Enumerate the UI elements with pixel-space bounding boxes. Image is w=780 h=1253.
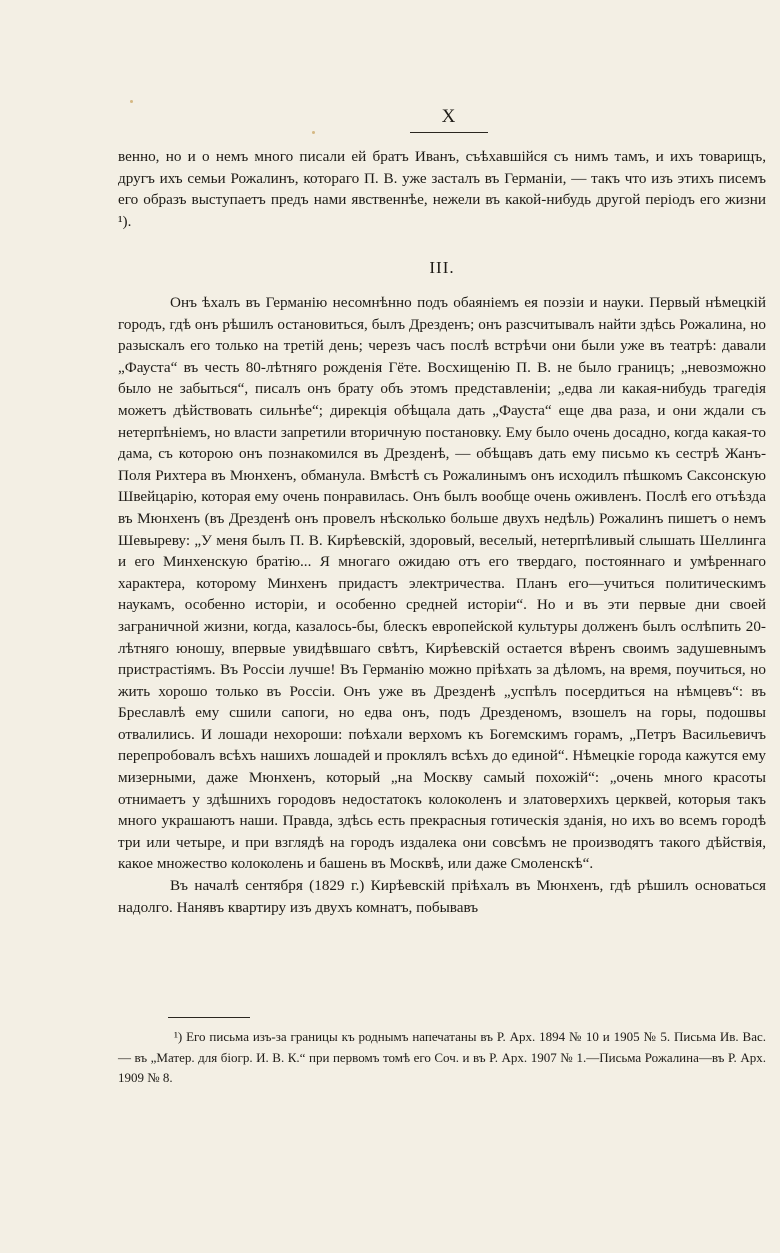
intro-paragraph: венно, но и о немъ много писали ей братъ Иванъ, съѣхавшійся съ нимъ тамъ, и ихъ товарищъ, другъ ихъ семьи Рожалинъ, котораго П. В. уже засталъ въ Германіи, — такъ что изъ этихъ писемъ его образъ выступаетъ предъ нами явственнѣе, нежели въ какой-нибудь другой періодъ его жизни ¹). [118,148,766,230]
footnote: ¹) Его письма изъ-за границы къ роднымъ напечатаны въ Р. Арх. 1894 № 10 и 1905 № 5. Письма Ив. Вас. — въ „Матер. для біогр. И. В. К.“ при первомъ томѣ его Соч. и въ Р. Арх. 1907 № 1.—Письма Рожалина—въ Р. Арх. 1909 № 8. [118,1029,766,1085]
main-text [118,292,766,918]
paper-speck [130,100,133,103]
section-heading: III. [429,258,455,277]
paragraph: Въ началѣ сентября (1829 г.) Кирѣевскій пріѣхалъ въ Мюнхенъ, гдѣ рѣшилъ основаться надолго. Нанявъ квартиру изъ двухъ комнатъ, побывавъ [118,877,766,916]
footnote-divider [168,1017,250,1018]
intro-text [118,146,766,232]
paragraph: Онъ ѣхалъ въ Германію несомнѣнно подъ обаяніемъ ея поэзіи и науки. Первый нѣмецкій городъ, гдѣ онъ рѣшилъ остановиться, былъ Дрезденъ; онъ разсчитывалъ найти здѣсь Рожалина, но разыскалъ его только на третій день; черезъ часъ послѣ встрѣчи они были уже въ театрѣ: давали „Фауста“ въ честь 80-лѣтняго рожденія Гёте. Восхищенію П. В. не было границъ; „невозможно было не забыться“, писалъ онъ брату объ этомъ представленіи; „едва ли какая-нибудь трагедія можетъ дѣйствовать сильнѣе“; дирекція обѣщала дать „Фауста“ еще два раза, и они ждали съ нетерпѣніемъ, но власти запретили вторичную постановку. Ему было очень досадно, когда какая-то дама, съ которою онъ познакомился въ Дрезденѣ, — обѣщавъ дать ему письмо къ сестрѣ Жанъ-Поля Рихтера въ Мюнхенъ, обманула. Вмѣстѣ съ Рожалинымъ онъ исходилъ пѣшкомъ Саксонскую Швейцарію, которая ему очень понравилась. Онъ былъ вообще очень оживленъ. Послѣ его отъѣзда въ Мюнхенъ (въ Дрезденѣ онъ провелъ нѣсколько больше двухъ недѣль) Рожалинъ пишетъ о немъ Шевыреву: „У меня былъ П. В. Кирѣевскій, здоровый, веселый, нетерпѣливый слышать Шеллинга и его Минхенскую братію... Я многаго ожидаю отъ его твердаго, постояннаго и умѣреннаго характера, которому Минхенъ придастъ электричества. Планъ его—учиться политическимъ наукамъ, особенно исторіи, и особенно средней исторіи“. Но и въ эти первые дни своей заграничной жизни, когда, казалось-бы, блескъ европейской культуры долженъ былъ ослѣпить 20-лѣтняго юношу, впервые увидѣвшаго свѣтъ, Кирѣевскій остается вѣренъ своимъ задушевнымъ пристрастіямъ. Въ Россіи лучше! Въ Германію можно пріѣхать за дѣломъ, на время, поучиться, но жить хорошо только въ Россіи. Онъ уже въ Дрезденѣ „успѣлъ посердиться на нѣмцевъ“: въ Бреславлѣ ему сшили сапоги, но едва онъ, подъ Дрезденомъ, взошелъ на горы, подошвы отвалились. И лошади нехороши: поѣхали верхомъ къ Богемскимъ горамъ, „Петръ Васильевичъ перепробовалъ всѣхъ нашихъ лошадей и проклялъ всѣхъ до единой“. Нѣмецкіе города кажутся ему мизерными, даже Мюнхенъ, который „на Москву самый похожій“: „очень много красоты отнимаетъ у здѣшнихъ городовъ недостатокъ колоколенъ и златоверхихъ церквей, которыя такъ много украшаютъ наши. Правда, здѣсь есть прекрасныя готическія зданія, но ихъ во всемъ городѣ три или четыре, и при взглядѣ на городъ издалека они совсѣмъ не производятъ такого дѣйствія, какое множество колоколень и башень въ Москвѣ, или даже Смоленскѣ“. [118,294,766,873]
paper-speck [312,131,315,134]
page-number: X [410,106,488,133]
